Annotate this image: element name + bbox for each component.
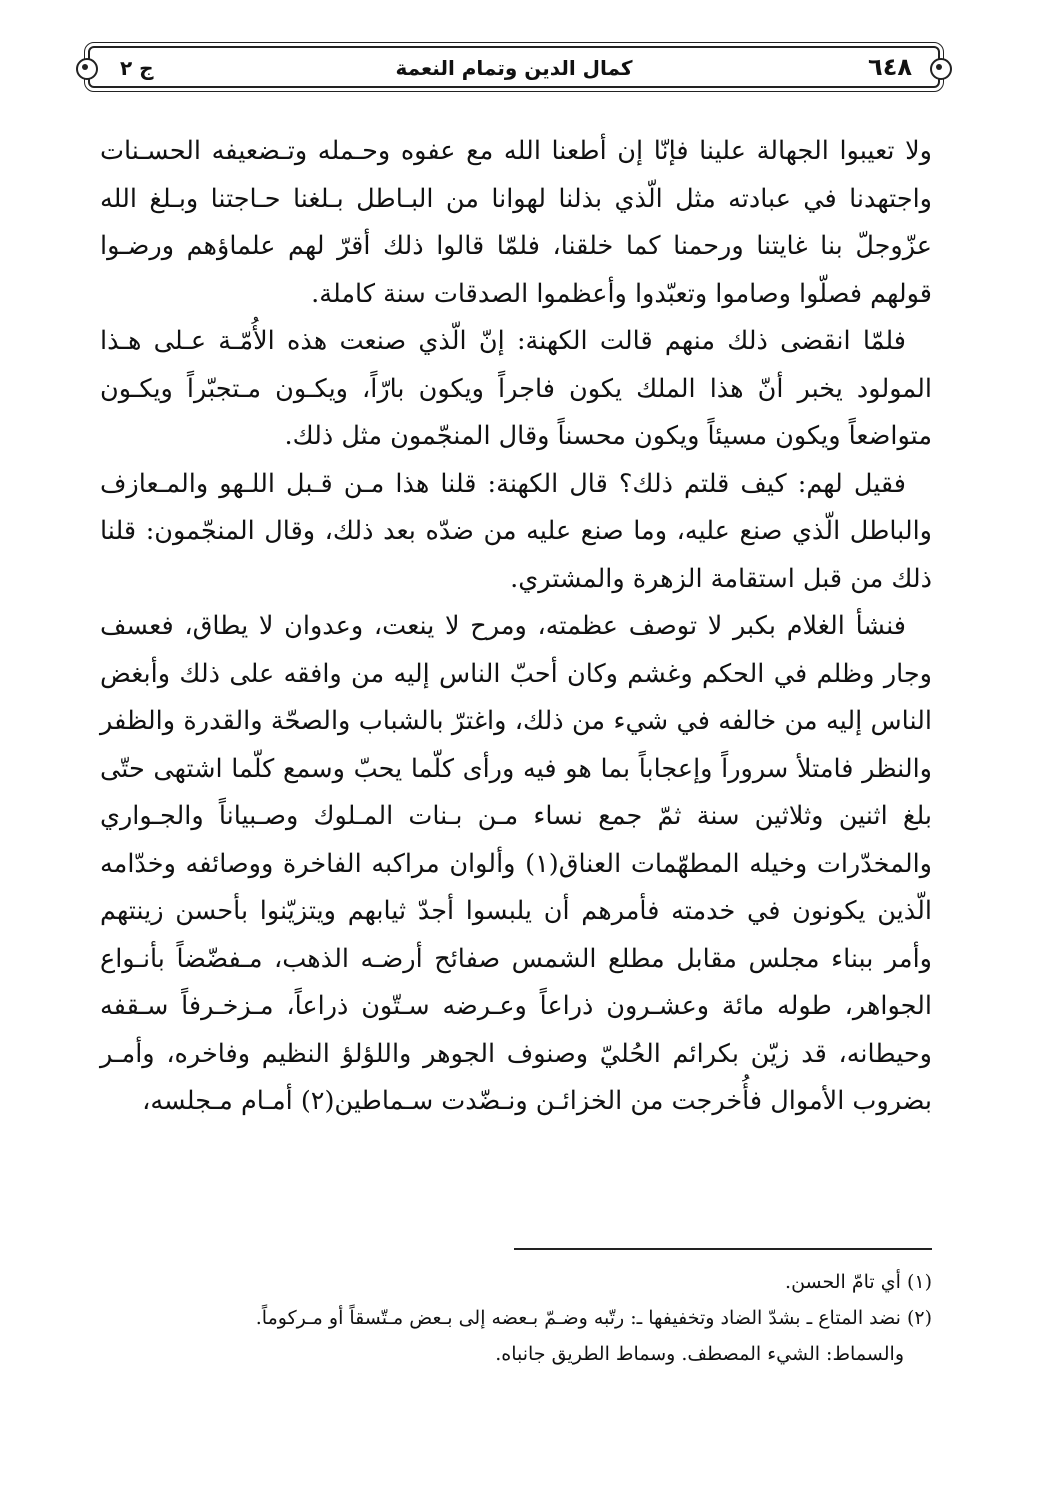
footnote-divider (514, 1248, 932, 1250)
volume-label: ج ٢ (120, 56, 154, 80)
page-header (88, 46, 940, 88)
footnote-1: (١) أي تامّ الحسن. (785, 1271, 932, 1293)
paragraph: ولا تعيبوا الجهالة علينا فإنّا إن أطعنا الله مع عفوه وحـمله وتـضعيفه الحسـنات واجتهدنا في عبادته مثل الّذي بذلنا لهوانا من البـاطل بـلغنا حـاجتنا وبـلغ الله عزّوجلّ بنا غايتنا ورحمنا كما خلقنا، فلمّا قالوا ذلك أقرّ لهم علماؤهم ورضـوا قولهم فصلّوا وصاموا وتعبّدوا وأعظموا الصدقات سنة كاملة. (100, 136, 932, 309)
paragraph: فقيل لهم: كيف قلتم ذلك؟ قال الكهنة: قلنا هذا مـن قـبل اللـهو والمـعازف والباطل الّذي صنع عليه، وما صنع عليه من ضدّه بعد ذلك، وقال المنجّمون: قلنا ذلك من قبل استقامة الزهرة والمشتري. (100, 468, 932, 594)
footnotes (100, 1264, 932, 1372)
footnote-2: (٢) نضد المتاع ـ بشدّ الضاد وتخفيفها ـ: رتّبه وضـمّ بـعضه إلى بـعض مـتّسقاً أو مـركوماً. (255, 1307, 932, 1329)
page-number: ٦٤٨ (868, 53, 912, 81)
footnote-2-continuation: والسماط: الشيء المصطف. وسماط الطريق جانباه. (495, 1343, 904, 1365)
running-title: كمال الدين وتمام النعمة (395, 56, 633, 80)
paragraph: فنشأ الغلام بكبر لا توصف عظمته، ومرح لا ينعت، وعدوان لا يطاق، فعسف وجار وظلم في الحكم وغشم وكان أحبّ الناس إليه من وافقه على ذلك وأبغض الناس إليه من خالفه في شيء من ذلك، واغترّ بالشباب والصحّة والقدرة والظفر والنظر فامتلأ سروراً وإعجاباً بما هو فيه ورأى كلّما يحبّ وسمع كلّما اشتهى حتّى بلغ اثنين وثلاثين سنة ثمّ جمع نساء مـن بـنات المـلوك وصـبياناً والجـواري والمخدّرات وخيله المطهّمات العناق(١) وألوان مراكبه الفاخرة ووصائفه وخدّامه الّذين يكونون في خدمته فأمرهم أن يلبسوا أجدّ ثيابهم ويتزيّنوا بأحسن زينتهم وأمر ببناء مجلس مقابل مطلع الشمس صفائح أرضـه الذهب، مـفضّضاً بأنـواع الجواهر، طوله مائة وعشـرون ذراعاً وعـرضه سـتّون ذراعاً، مـزخـرفاً سـقفه وحيطانه، قد زيّن بكرائم الحُليّ وصنوف الجوهر واللؤلؤ النظيم وفاخره، وأمـر بضروب الأموال فأُخرجت من الخزائـن ونـضّدت سـماطين(٢) أمـام مـجلسه، (100, 611, 932, 1116)
main-text (100, 128, 932, 1126)
paragraph: فلمّا انقضى ذلك منهم قالت الكهنة: إنّ الّذي صنعت هذه الأُمّـة عـلى هـذا المولود يخبر أنّ هذا الملك يكون فاجراً ويكون بارّاً، ويكـون مـتجبّراً ويكـون متواضعاً ويكون مسيئاً ويكون محسناً وقال المنجّمون مثل ذلك. (100, 326, 932, 451)
